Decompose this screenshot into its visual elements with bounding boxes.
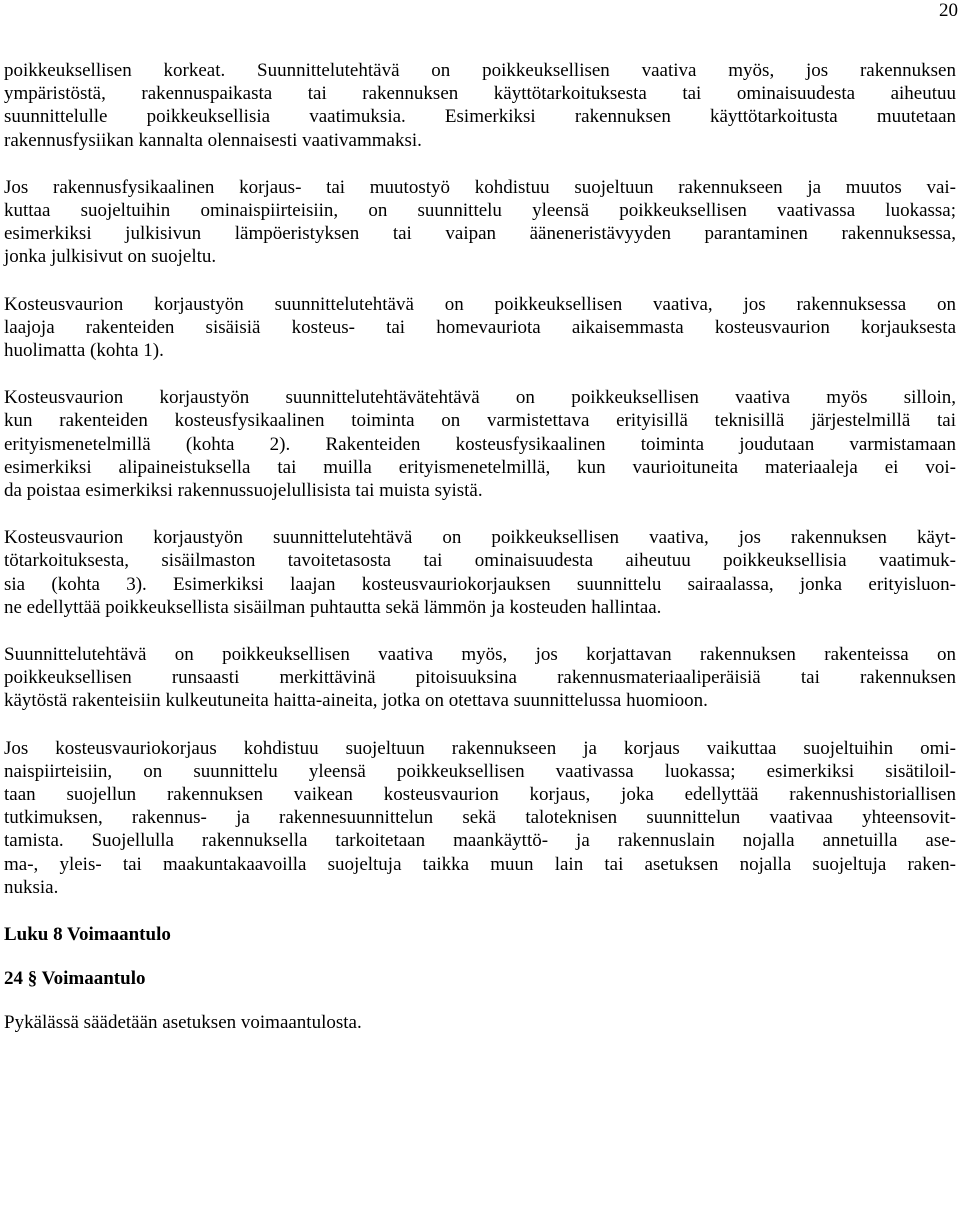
paragraph-4: [4, 386, 956, 502]
text-line: nuksia.: [4, 876, 59, 898]
text-line: taan suojellun rakennuksen vaikean kosteusvaurion korjaus, joka edellyttää rakennushistoriallisen: [4, 784, 956, 806]
text-line: esimerkiksi julkisivun lämpöeristyksen tai vaipan ääneneristävyyden parantaminen rakennuksessa,: [4, 223, 956, 245]
paragraph-7: [4, 737, 956, 899]
text-line: erityismenetelmillä (kohta 2). Rakenteiden kosteusfysikaalinen toiminta joudutaan varmistamaan: [4, 433, 956, 455]
text-line: da poistaa esimerkiksi rakennussuojelullisista tai muista syistä.: [4, 480, 483, 502]
final-paragraph: [4, 1011, 956, 1034]
text-line: kuttaa suojeltuihin ominaispiirteisiin, on suunnittelu yleensä poikkeuksellisen vaativassa luokassa;: [4, 200, 956, 222]
text-line: tutkimuksen, rakennus- ja rakennesuunnittelun sekä taloteknisen suunnittelun vaativaa yhteensovit-: [4, 807, 956, 829]
text-line: rakennusfysiikan kannalta olennaisesti vaativammaksi.: [4, 129, 422, 151]
text-line: ma-, yleis- tai maakuntakaavoilla suojeltuja taikka muun lain tai asetuksen nojalla suojeltuja raken-: [4, 853, 956, 875]
text-line: esimerkiksi alipaineistuksella tai muilla erityismenetelmillä, kun vaurioituneita materiaaleja ei voi-: [4, 456, 956, 478]
text-line: Pykälässä säädetään asetuksen voimaantulosta.: [4, 1012, 362, 1034]
text-line: kun rakenteiden kosteusfysikaalinen toiminta on varmistettava erityisillä teknisillä järjestelmillä tai: [4, 410, 956, 432]
text-line: Kosteusvaurion korjaustyön suunnittelutehtävä on poikkeuksellisen vaativa, jos rakennuksessa on: [4, 293, 956, 315]
text-line: Kosteusvaurion korjaustyön suunnittelutehtävätehtävä on poikkeuksellisen vaativa myös silloin,: [4, 387, 956, 409]
paragraph-2: [4, 176, 956, 269]
chapter-heading: Luku 8 Voimaantulo: [4, 924, 171, 946]
text-line: Kosteusvaurion korjaustyön suunnittelutehtävä on poikkeuksellisen vaativa, jos rakennuksen käyt-: [4, 527, 956, 549]
paragraph-3: [4, 293, 956, 363]
text-line: sia (kohta 3). Esimerkiksi laajan kosteusvauriokorjauksen suunnittelu sairaalassa, jonka erityisluon-: [4, 573, 956, 595]
text-line: ne edellyttää poikkeuksellista sisäilman puhtautta sekä lämmön ja kosteuden hallintaa.: [4, 596, 662, 618]
text-line: Suunnittelutehtävä on poikkeuksellisen vaativa myös, jos korjattavan rakennuksen rakenteissa on: [4, 644, 956, 666]
paragraph-5: [4, 526, 956, 619]
paragraph-1: [4, 59, 956, 152]
text-line: Jos kosteusvauriokorjaus kohdistuu suojeltuun rakennukseen ja korjaus vaikuttaa suojeltuihin omi-: [4, 737, 956, 759]
text-line: tamista. Suojellulla rakennuksella tarkoitetaan maankäyttö- ja rakennuslain nojalla annetuilla ase-: [4, 830, 956, 852]
text-line: Jos rakennusfysikaalinen korjaus- tai muutostyö kohdistuu suojeltuun rakennukseen ja muutos vai-: [4, 176, 956, 198]
text-line: poikkeuksellisen runsaasti merkittävinä pitoisuuksina rakennusmateriaaliperäisiä tai rakennuksen: [4, 667, 956, 689]
text-line: laajoja rakenteiden sisäisiä kosteus- tai homevauriota aikaisemmasta kosteusvaurion korjauksesta: [4, 316, 956, 338]
page-number: 20: [939, 0, 958, 21]
text-line: huolimatta (kohta 1).: [4, 340, 164, 362]
paragraph-6: [4, 643, 956, 713]
section-heading: 24 § Voimaantulo: [4, 968, 146, 990]
text-line: käytöstä rakenteisiin kulkeutuneita haitta-aineita, jotka on otettava suunnittelussa huomioon.: [4, 690, 708, 712]
text-line: poikkeuksellisen korkeat. Suunnittelutehtävä on poikkeuksellisen vaativa myös, jos rakennuksen: [4, 60, 956, 81]
text-line: tötarkoituksesta, sisäilmaston tavoitetasosta tai ominaisuudesta aiheutuu poikkeuksellisia vaatimuk-: [4, 550, 956, 572]
text-line: jonka julkisivut on suojeltu.: [4, 246, 217, 268]
text-line: naispiirteisiin, on suunnittelu yleensä poikkeuksellisen vaativassa luokassa; esimerkiksi sisätiloil-: [4, 760, 956, 782]
document-body: [4, 59, 956, 1034]
text-line: ympäristöstä, rakennuspaikasta tai rakennuksen käyttötarkoituksesta tai ominaisuudesta aiheutuu: [4, 83, 956, 105]
text-line: suunnittelulle poikkeuksellisia vaatimuksia. Esimerkiksi rakennuksen käyttötarkoitusta muutetaan: [4, 106, 956, 128]
